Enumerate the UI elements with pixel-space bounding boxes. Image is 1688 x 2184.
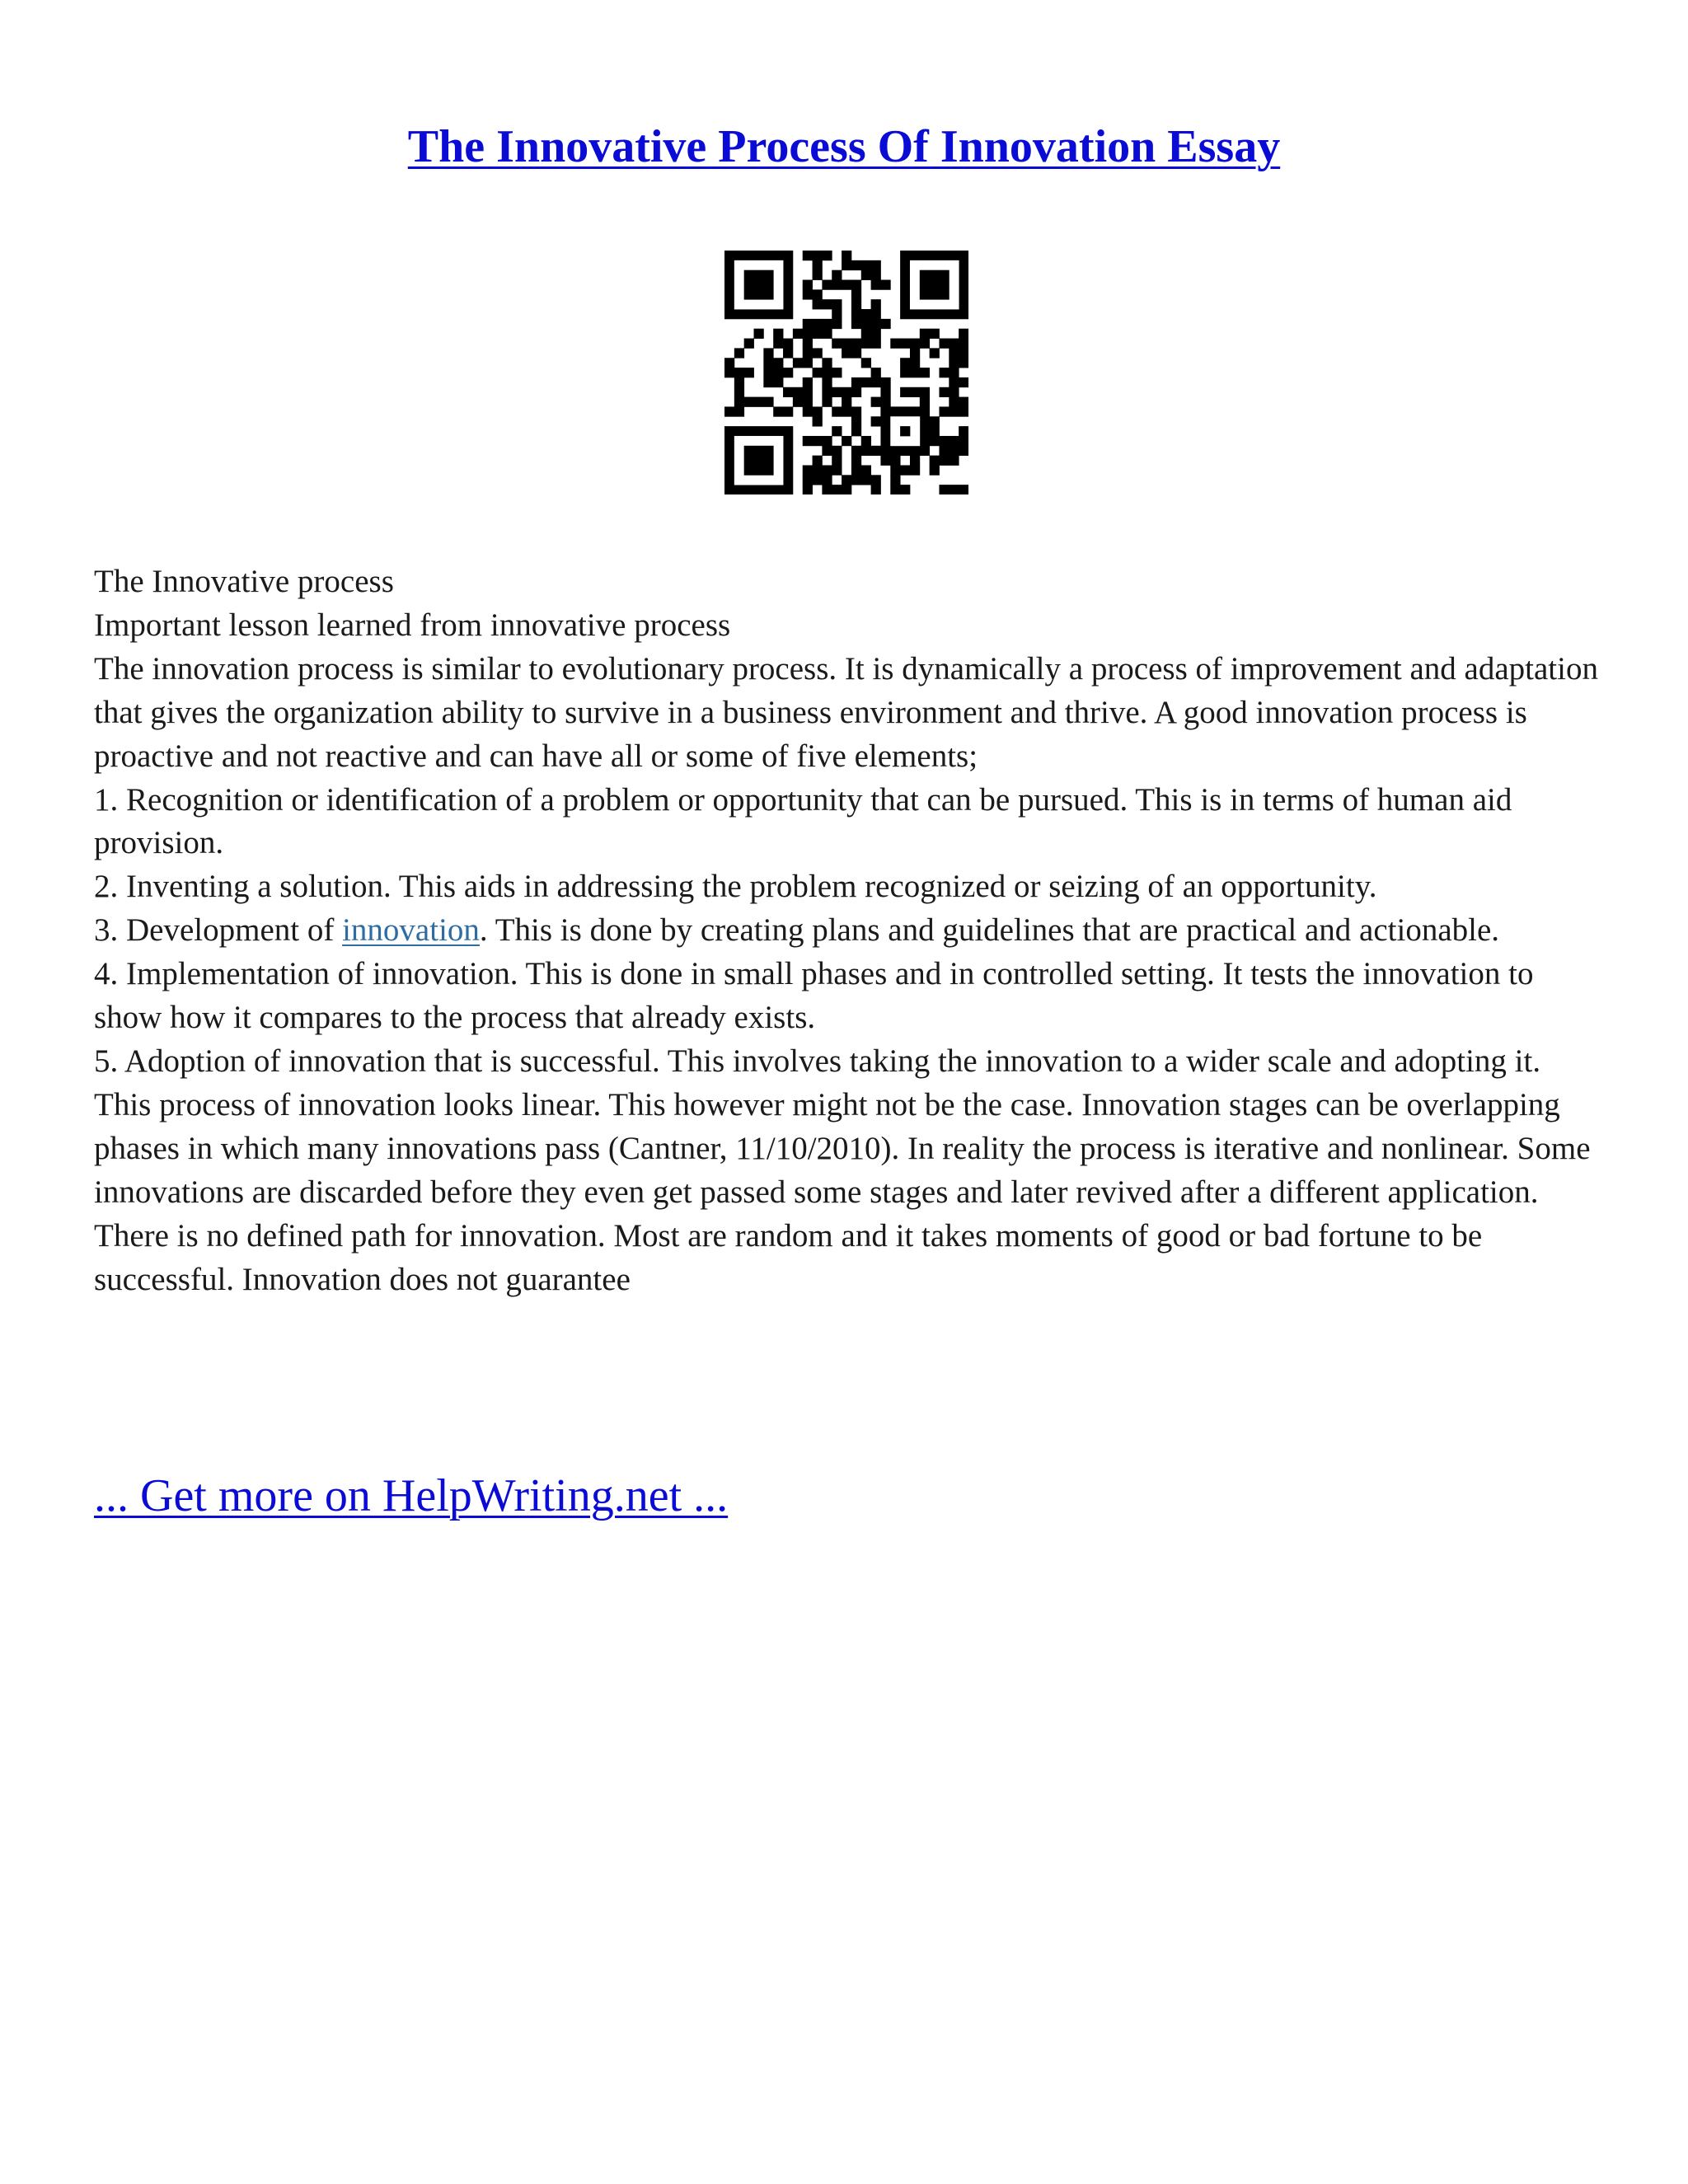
essay-closing: This process of innovation looks linear. This however might not be the case. Innovation stages can be overlapping phases in which many innovations pass (Cantner, 11/10/2010). In reality the process is iterative and nonlinear. Some innovations are discarded before they even get passed some stages and later revived after a different application. There is no defined path for innovation. Most are random and it takes moments of good or bad fortune to be successful. Innovation does not guarantee — [94, 1086, 1591, 1297]
essay-heading: The Innovative process — [94, 564, 394, 599]
list-item-text: . This is done by creating plans and guidelines that are practical and actionable. — [479, 912, 1500, 949]
title-link[interactable]: The Innovative Process Of Innovation Essay — [407, 121, 1281, 172]
qr-code-icon — [724, 251, 968, 494]
page-title — [0, 114, 1688, 180]
more-paragraph — [94, 1467, 728, 1525]
innovation-link[interactable]: innovation — [342, 912, 480, 949]
list-item: 4. Implementation of innovation. This is done in small phases and in controlled setting. It tests the innovation to show how it compares to the process that already exists. — [94, 956, 1534, 1036]
essay-body — [94, 560, 1602, 1301]
essay-subheading: Important lesson learned from innovative process — [94, 607, 731, 643]
get-more-link[interactable]: ... Get more on HelpWriting.net ... — [94, 1470, 729, 1521]
essay-intro: The innovation process is similar to evolutionary process. It is dynamically a process of improvement and adaptation that gives the organization ability to survive in a business environment and thrive. A good innovation process is proactive and not reactive and can have all or some of five elements; — [94, 650, 1598, 774]
list-item — [94, 909, 1602, 953]
list-item: 1. Recognition or identification of a problem or opportunity that can be pursued. This is in terms of human aid provision. — [94, 781, 1512, 861]
list-item: 2. Inventing a solution. This aids in addressing the problem recognized or seizing of an opportunity. — [94, 869, 1377, 905]
list-item-text: 3. Development of — [94, 912, 343, 949]
list-item: 5. Adoption of innovation that is successful. This involves taking the innovation to a wider scale and adopting it. — [94, 1043, 1541, 1079]
